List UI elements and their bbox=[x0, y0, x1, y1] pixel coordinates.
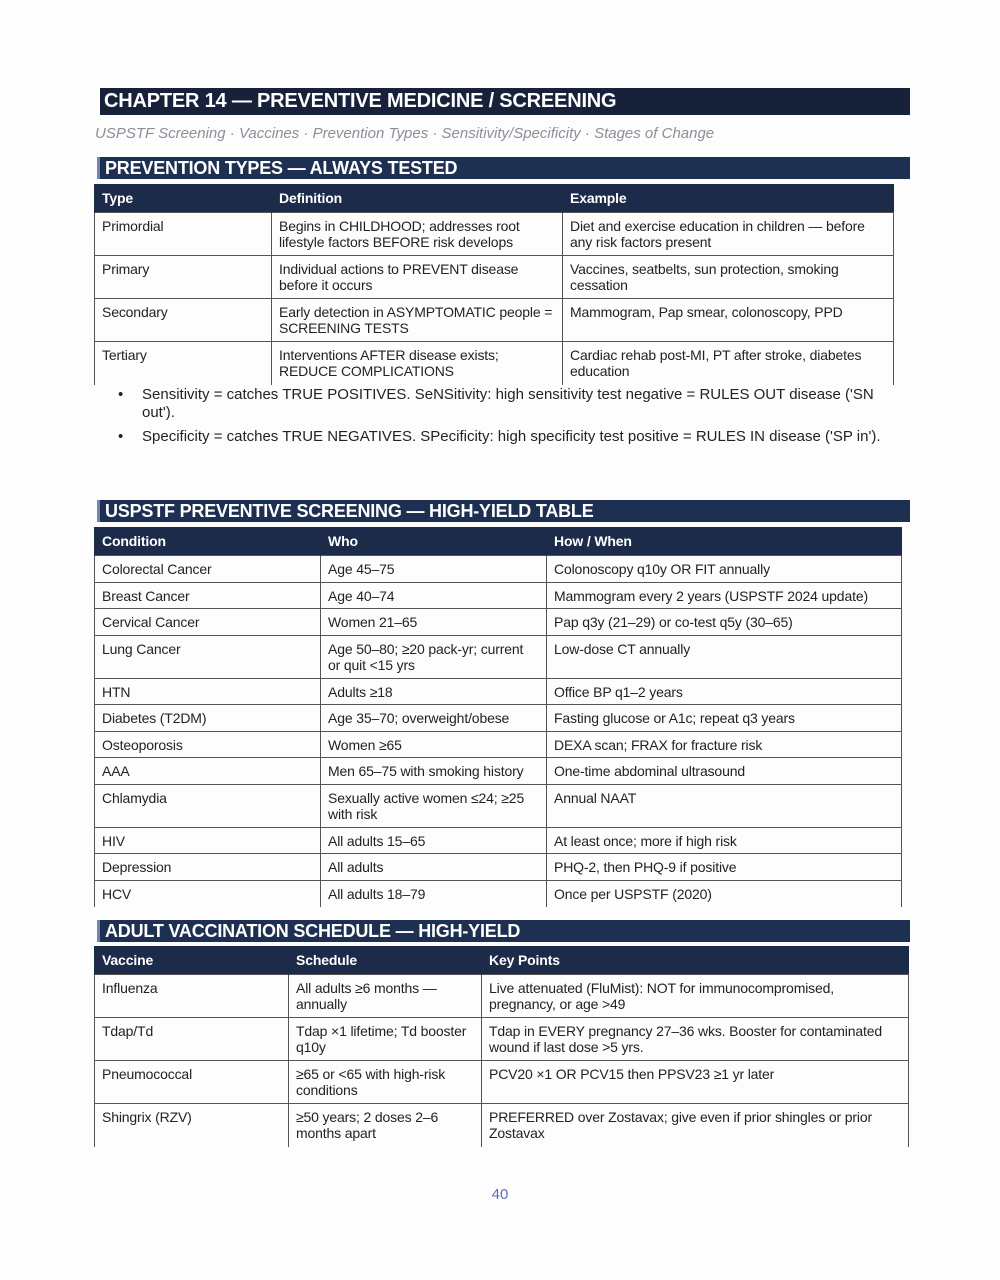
table-cell: PREFERRED over Zostavax; give even if prior shingles or prior Zostavax bbox=[482, 1104, 909, 1147]
table-row bbox=[95, 556, 902, 583]
table-row bbox=[95, 299, 894, 342]
page-number: 40 bbox=[491, 1186, 509, 1203]
table-cell: All adults ≥6 months — annually bbox=[289, 975, 482, 1018]
table-cell: Women 21–65 bbox=[321, 609, 547, 636]
column-header: Schedule bbox=[289, 946, 482, 975]
column-header: Who bbox=[321, 527, 547, 556]
table-row bbox=[95, 705, 902, 732]
sensitivity-specificity-notes bbox=[118, 386, 908, 452]
table-cell: PCV20 ×1 OR PCV15 then PPSV23 ≥1 yr later bbox=[482, 1061, 909, 1104]
section-heading-screening: USPSTF PREVENTIVE SCREENING — HIGH-YIELD TABLE bbox=[97, 500, 910, 522]
table-cell: Age 50–80; ≥20 pack-yr; current or quit <15 yrs bbox=[321, 635, 547, 678]
row-label-cell: Osteoporosis bbox=[95, 731, 321, 758]
table-row bbox=[95, 1104, 909, 1147]
table-cell: Interventions AFTER disease exists; REDUCE COMPLICATIONS bbox=[272, 342, 563, 385]
column-header: Definition bbox=[272, 184, 563, 213]
bullet-sensitivity: • Sensitivity = catches TRUE POSITIVES. SeNSitivity: high sensitivity test negative = RULES OUT disease ('SN out'). bbox=[118, 386, 908, 422]
table-cell: One-time abdominal ultrasound bbox=[547, 758, 902, 785]
table-cell: ≥65 or <65 with high-risk conditions bbox=[289, 1061, 482, 1104]
table-cell: Live attenuated (FluMist): NOT for immunocompromised, pregnancy, or age >49 bbox=[482, 975, 909, 1018]
table-row bbox=[95, 213, 894, 256]
column-header: Condition bbox=[95, 527, 321, 556]
table-cell: Diet and exercise education in children — before any risk factors present bbox=[563, 213, 894, 256]
row-label-cell: Breast Cancer bbox=[95, 582, 321, 609]
table-cell: Sexually active women ≤24; ≥25 with risk bbox=[321, 784, 547, 827]
row-label-cell: Pneumococcal bbox=[95, 1061, 289, 1104]
table-cell: Once per USPSTF (2020) bbox=[547, 880, 902, 907]
table-cell: Vaccines, seatbelts, sun protection, smoking cessation bbox=[563, 256, 894, 299]
table-row bbox=[95, 609, 902, 636]
table-header-row bbox=[95, 527, 902, 556]
table-row bbox=[95, 827, 902, 854]
row-label-cell: HIV bbox=[95, 827, 321, 854]
table-cell: ≥50 years; 2 doses 2–6 months apart bbox=[289, 1104, 482, 1147]
table-cell: Age 40–74 bbox=[321, 582, 547, 609]
table-cell: Pap q3y (21–29) or co-test q5y (30–65) bbox=[547, 609, 902, 636]
table-cell: At least once; more if high risk bbox=[547, 827, 902, 854]
table-cell: Early detection in ASYMPTOMATIC people = SCREENING TESTS bbox=[272, 299, 563, 342]
row-label-cell: Shingrix (RZV) bbox=[95, 1104, 289, 1147]
screening-table bbox=[94, 527, 902, 907]
table-cell: Women ≥65 bbox=[321, 731, 547, 758]
table-cell: Tdap ×1 lifetime; Td booster q10y bbox=[289, 1018, 482, 1061]
bullet-specificity: • Specificity = catches TRUE NEGATIVES. SPecificity: high specificity test positive = RULES IN disease ('SP in'). bbox=[118, 428, 908, 446]
table-cell: Age 45–75 bbox=[321, 556, 547, 583]
table-cell: Adults ≥18 bbox=[321, 678, 547, 705]
row-label-cell: Tertiary bbox=[95, 342, 272, 385]
row-label-cell: Tdap/Td bbox=[95, 1018, 289, 1061]
table-cell: Office BP q1–2 years bbox=[547, 678, 902, 705]
row-label-cell: Primary bbox=[95, 256, 272, 299]
table-row bbox=[95, 1018, 909, 1061]
table-header-row bbox=[95, 946, 909, 975]
row-label-cell: Secondary bbox=[95, 299, 272, 342]
row-label-cell: HTN bbox=[95, 678, 321, 705]
table-cell: All adults 18–79 bbox=[321, 880, 547, 907]
row-label-cell: Diabetes (T2DM) bbox=[95, 705, 321, 732]
table-cell: Individual actions to PREVENT disease before it occurs bbox=[272, 256, 563, 299]
table-cell: PHQ-2, then PHQ-9 if positive bbox=[547, 854, 902, 881]
row-label-cell: AAA bbox=[95, 758, 321, 785]
table-cell: All adults bbox=[321, 854, 547, 881]
column-header: Vaccine bbox=[95, 946, 289, 975]
row-label-cell: Influenza bbox=[95, 975, 289, 1018]
table-row bbox=[95, 731, 902, 758]
row-label-cell: Lung Cancer bbox=[95, 635, 321, 678]
table-cell: Tdap in EVERY pregnancy 27–36 wks. Booster for contaminated wound if last dose >5 yrs. bbox=[482, 1018, 909, 1061]
row-label-cell: Colorectal Cancer bbox=[95, 556, 321, 583]
row-label-cell: HCV bbox=[95, 880, 321, 907]
column-header: Type bbox=[95, 184, 272, 213]
column-header: Example bbox=[563, 184, 894, 213]
table-cell: DEXA scan; FRAX for fracture risk bbox=[547, 731, 902, 758]
table-row bbox=[95, 582, 902, 609]
table-cell: Mammogram every 2 years (USPSTF 2024 update) bbox=[547, 582, 902, 609]
table-row bbox=[95, 342, 894, 385]
table-header-row bbox=[95, 184, 894, 213]
table-cell: Colonoscopy q10y OR FIT annually bbox=[547, 556, 902, 583]
row-label-cell: Depression bbox=[95, 854, 321, 881]
table-row bbox=[95, 758, 902, 785]
chapter-title: CHAPTER 14 — PREVENTIVE MEDICINE / SCREENING bbox=[100, 88, 910, 115]
table-cell: Annual NAAT bbox=[547, 784, 902, 827]
table-cell: Mammogram, Pap smear, colonoscopy, PPD bbox=[563, 299, 894, 342]
prevention-types-table bbox=[94, 184, 894, 385]
table-cell: Men 65–75 with smoking history bbox=[321, 758, 547, 785]
column-header: How / When bbox=[547, 527, 902, 556]
table-row bbox=[95, 256, 894, 299]
table-row bbox=[95, 854, 902, 881]
section-heading-vaccines: ADULT VACCINATION SCHEDULE — HIGH-YIELD bbox=[97, 920, 910, 942]
row-label-cell: Chlamydia bbox=[95, 784, 321, 827]
row-label-cell: Cervical Cancer bbox=[95, 609, 321, 636]
chapter-subtitle: USPSTF Screening · Vaccines · Prevention Types · Sensitivity/Specificity · Stages of Change bbox=[95, 125, 715, 142]
table-row bbox=[95, 784, 902, 827]
table-row bbox=[95, 880, 902, 907]
table-row bbox=[95, 635, 902, 678]
row-label-cell: Primordial bbox=[95, 213, 272, 256]
table-cell: Low-dose CT annually bbox=[547, 635, 902, 678]
table-cell: Age 35–70; overweight/obese bbox=[321, 705, 547, 732]
table-row bbox=[95, 678, 902, 705]
table-cell: All adults 15–65 bbox=[321, 827, 547, 854]
table-cell: Fasting glucose or A1c; repeat q3 years bbox=[547, 705, 902, 732]
section-heading-prevention: PREVENTION TYPES — ALWAYS TESTED bbox=[97, 157, 910, 179]
column-header: Key Points bbox=[482, 946, 909, 975]
table-row bbox=[95, 1061, 909, 1104]
table-row bbox=[95, 975, 909, 1018]
table-cell: Begins in CHILDHOOD; addresses root lifestyle factors BEFORE risk develops bbox=[272, 213, 563, 256]
vaccination-table bbox=[94, 946, 909, 1147]
table-cell: Cardiac rehab post-MI, PT after stroke, diabetes education bbox=[563, 342, 894, 385]
